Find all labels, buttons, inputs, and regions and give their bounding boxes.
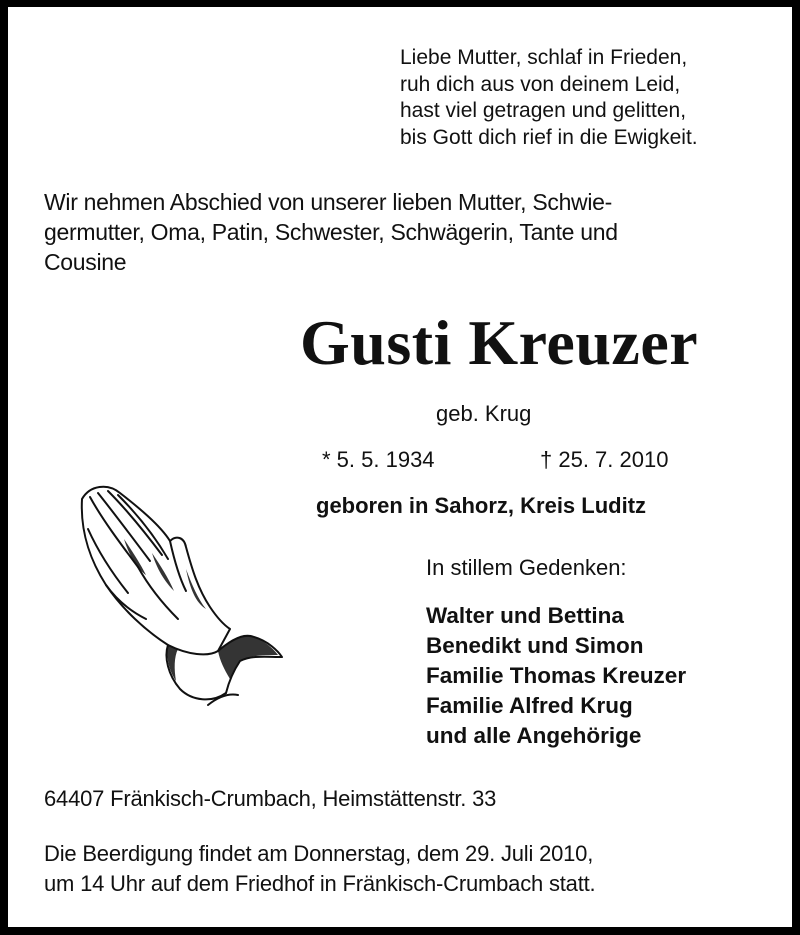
funeral-line: um 14 Uhr auf dem Friedhof in Fränkisch-Crumbach statt. [44,871,596,896]
birthplace: geboren in Sahorz, Kreis Luditz [316,493,647,518]
mourner-entry: und alle Angehörige [426,723,642,748]
mourner-entry: Benedikt und Simon [426,633,644,658]
deceased-name: Gusti Kreuzer [300,307,699,378]
funeral-info [44,839,595,899]
poem-line: ruh dich aus von deinem Leid, [400,72,681,96]
funeral-line: Die Beerdigung findet am Donnerstag, dem 29. Juli 2010, [44,841,594,866]
death-date: † 25. 7. 2010 [540,447,669,472]
mourner-entry: Familie Thomas Kreuzer [426,663,687,688]
maiden-name: geb. Krug [436,401,532,426]
obituary-notice [8,7,792,927]
poem [400,45,698,151]
birth-date: * 5. 5. 1934 [322,447,435,472]
mourners-list [426,601,686,751]
poem-line: Liebe Mutter, schlaf in Frieden, [400,46,688,69]
memory-heading: In stillem Gedenken: [426,555,627,580]
intro-line: Cousine [44,249,127,275]
mourner-entry: Familie Alfred Krug [426,693,633,718]
poem-line: hast viel getragen und gelitten, [400,99,687,122]
mourner-entry: Walter und Bettina [426,603,624,628]
address: 64407 Fränkisch-Crumbach, Heimstättenstr. 33 [44,786,497,811]
intro-text [44,187,618,277]
poem-line: bis Gott dich rief in die Ewigkeit. [400,125,698,149]
intro-line: germutter, Oma, Patin, Schwester, Schwägerin, Tante und [44,219,618,245]
praying-hands-icon [68,479,288,711]
intro-line: Wir nehmen Abschied von unserer lieben Mutter, Schwie- [44,189,613,215]
